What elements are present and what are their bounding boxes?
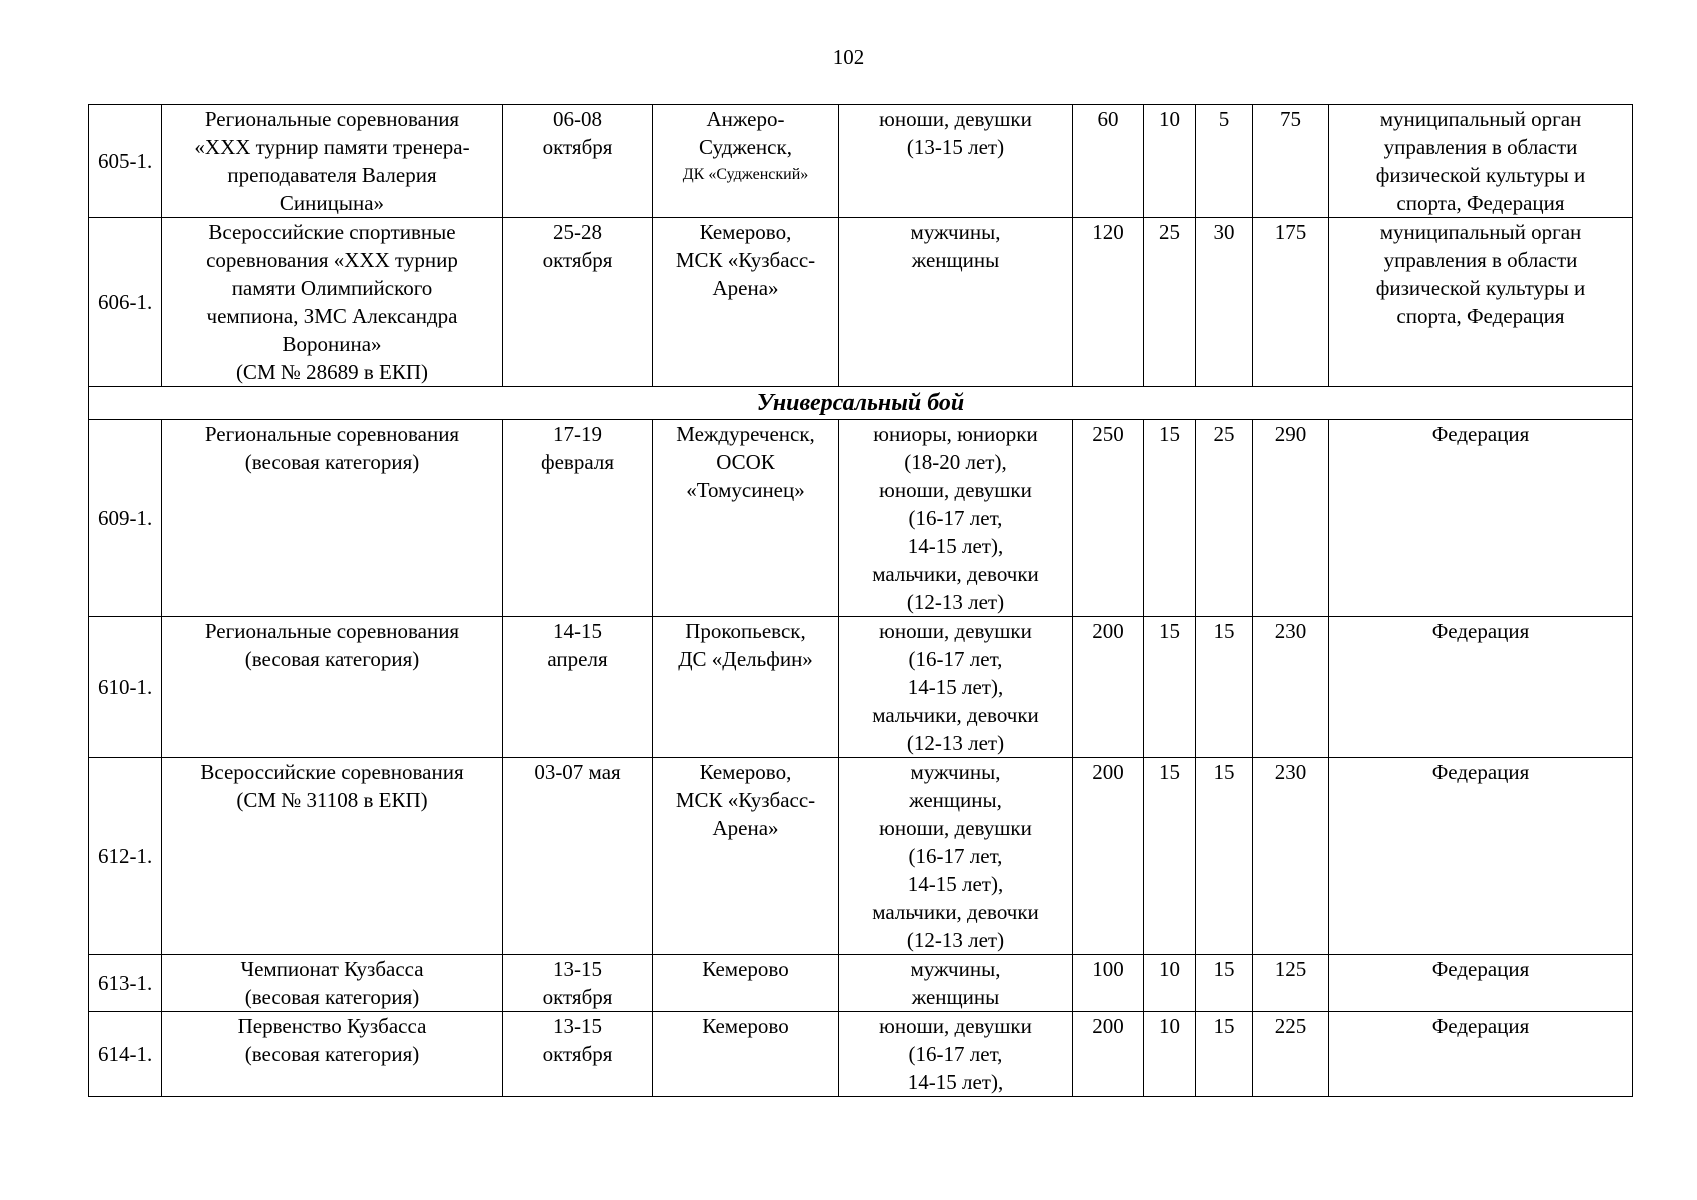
count-coaches: 10	[1144, 1012, 1196, 1097]
event-organizer: Федерация	[1329, 955, 1633, 1012]
event-organizer: Федерация	[1329, 1012, 1633, 1097]
count-judges: 30	[1196, 218, 1253, 387]
count-coaches: 25	[1144, 218, 1196, 387]
count-judges: 15	[1196, 1012, 1253, 1097]
event-organizer: Федерация	[1329, 758, 1633, 955]
count-total: 175	[1253, 218, 1329, 387]
event-place: Анжеро- Судженск, ДК «Судженский»	[653, 105, 839, 218]
event-place: Междуреченск, ОСОК «Томусинец»	[653, 420, 839, 617]
count-coaches: 15	[1144, 420, 1196, 617]
table-row	[89, 617, 1633, 758]
table-row	[89, 1012, 1633, 1097]
count-participants: 100	[1073, 955, 1144, 1012]
event-place: Прокопьевск, ДС «Дельфин»	[653, 617, 839, 758]
event-dates: 13-15 октября	[503, 955, 653, 1012]
count-participants: 200	[1073, 758, 1144, 955]
event-name: Региональные соревнования (весовая категория)	[162, 617, 503, 758]
table-row	[89, 218, 1633, 387]
event-participants: мужчины, женщины	[839, 218, 1073, 387]
event-number: 609-1.	[89, 420, 162, 617]
event-dates: 03-07 мая	[503, 758, 653, 955]
event-dates: 25-28 октября	[503, 218, 653, 387]
event-number: 606-1.	[89, 218, 162, 387]
count-judges: 15	[1196, 758, 1253, 955]
count-participants: 60	[1073, 105, 1144, 218]
event-participants: юноши, девушки (16-17 лет, 14-15 лет), мальчики, девочки (12-13 лет)	[839, 617, 1073, 758]
event-participants: мужчины, женщины, юноши, девушки (16-17 лет, 14-15 лет), мальчики, девочки (12-13 лет)	[839, 758, 1073, 955]
count-total: 230	[1253, 758, 1329, 955]
count-participants: 200	[1073, 1012, 1144, 1097]
event-number: 612-1.	[89, 758, 162, 955]
section-title: Универсальный бой	[89, 387, 1633, 420]
event-name: Региональные соревнования (весовая категория)	[162, 420, 503, 617]
event-number: 605-1.	[89, 105, 162, 218]
event-name: Региональные соревнования «XXX турнир памяти тренера- преподавателя Валерия Синицына»	[162, 105, 503, 218]
event-number: 613-1.	[89, 955, 162, 1012]
event-name: Всероссийские спортивные соревнования «XXX турнир памяти Олимпийского чемпиона, ЗМС Александра Воронина» (СМ № 28689 в ЕКП)	[162, 218, 503, 387]
event-place: Кемерово	[653, 1012, 839, 1097]
event-name: Всероссийские соревнования (СМ № 31108 в ЕКП)	[162, 758, 503, 955]
count-participants: 250	[1073, 420, 1144, 617]
event-participants: юноши, девушки (16-17 лет, 14-15 лет),	[839, 1012, 1073, 1097]
event-number: 614-1.	[89, 1012, 162, 1097]
event-participants: мужчины, женщины	[839, 955, 1073, 1012]
count-total: 290	[1253, 420, 1329, 617]
count-judges: 25	[1196, 420, 1253, 617]
count-participants: 200	[1073, 617, 1144, 758]
event-organizer: Федерация	[1329, 617, 1633, 758]
count-judges: 15	[1196, 955, 1253, 1012]
event-dates: 17-19 февраля	[503, 420, 653, 617]
event-place: Кемерово, МСК «Кузбасс- Арена»	[653, 218, 839, 387]
count-total: 125	[1253, 955, 1329, 1012]
table-row	[89, 758, 1633, 955]
event-place: Кемерово	[653, 955, 839, 1012]
event-organizer: Федерация	[1329, 420, 1633, 617]
event-participants: юноши, девушки (13-15 лет)	[839, 105, 1073, 218]
section-row	[89, 387, 1633, 420]
count-total: 230	[1253, 617, 1329, 758]
count-participants: 120	[1073, 218, 1144, 387]
count-total: 225	[1253, 1012, 1329, 1097]
count-coaches: 15	[1144, 617, 1196, 758]
event-name: Чемпионат Кузбасса (весовая категория)	[162, 955, 503, 1012]
event-dates: 13-15 октября	[503, 1012, 653, 1097]
count-coaches: 15	[1144, 758, 1196, 955]
event-number: 610-1.	[89, 617, 162, 758]
count-total: 75	[1253, 105, 1329, 218]
page-number: 102	[832, 45, 865, 69]
event-place: Кемерово, МСК «Кузбасс- Арена»	[653, 758, 839, 955]
count-judges: 5	[1196, 105, 1253, 218]
event-name: Первенство Кузбасса (весовая категория)	[162, 1012, 503, 1097]
count-judges: 15	[1196, 617, 1253, 758]
table-row	[89, 105, 1633, 218]
count-coaches: 10	[1144, 955, 1196, 1012]
count-coaches: 10	[1144, 105, 1196, 218]
event-organizer: муниципальный орган управления в области физической культуры и спорта, Федерация	[1329, 105, 1633, 218]
event-dates: 06-08 октября	[503, 105, 653, 218]
events-table	[88, 104, 1633, 1097]
event-organizer: муниципальный орган управления в области физической культуры и спорта, Федерация	[1329, 218, 1633, 387]
event-participants: юниоры, юниорки (18-20 лет), юноши, девушки (16-17 лет, 14-15 лет), мальчики, девочки (12-13 лет)	[839, 420, 1073, 617]
table-row	[89, 955, 1633, 1012]
event-dates: 14-15 апреля	[503, 617, 653, 758]
table-row	[89, 420, 1633, 617]
